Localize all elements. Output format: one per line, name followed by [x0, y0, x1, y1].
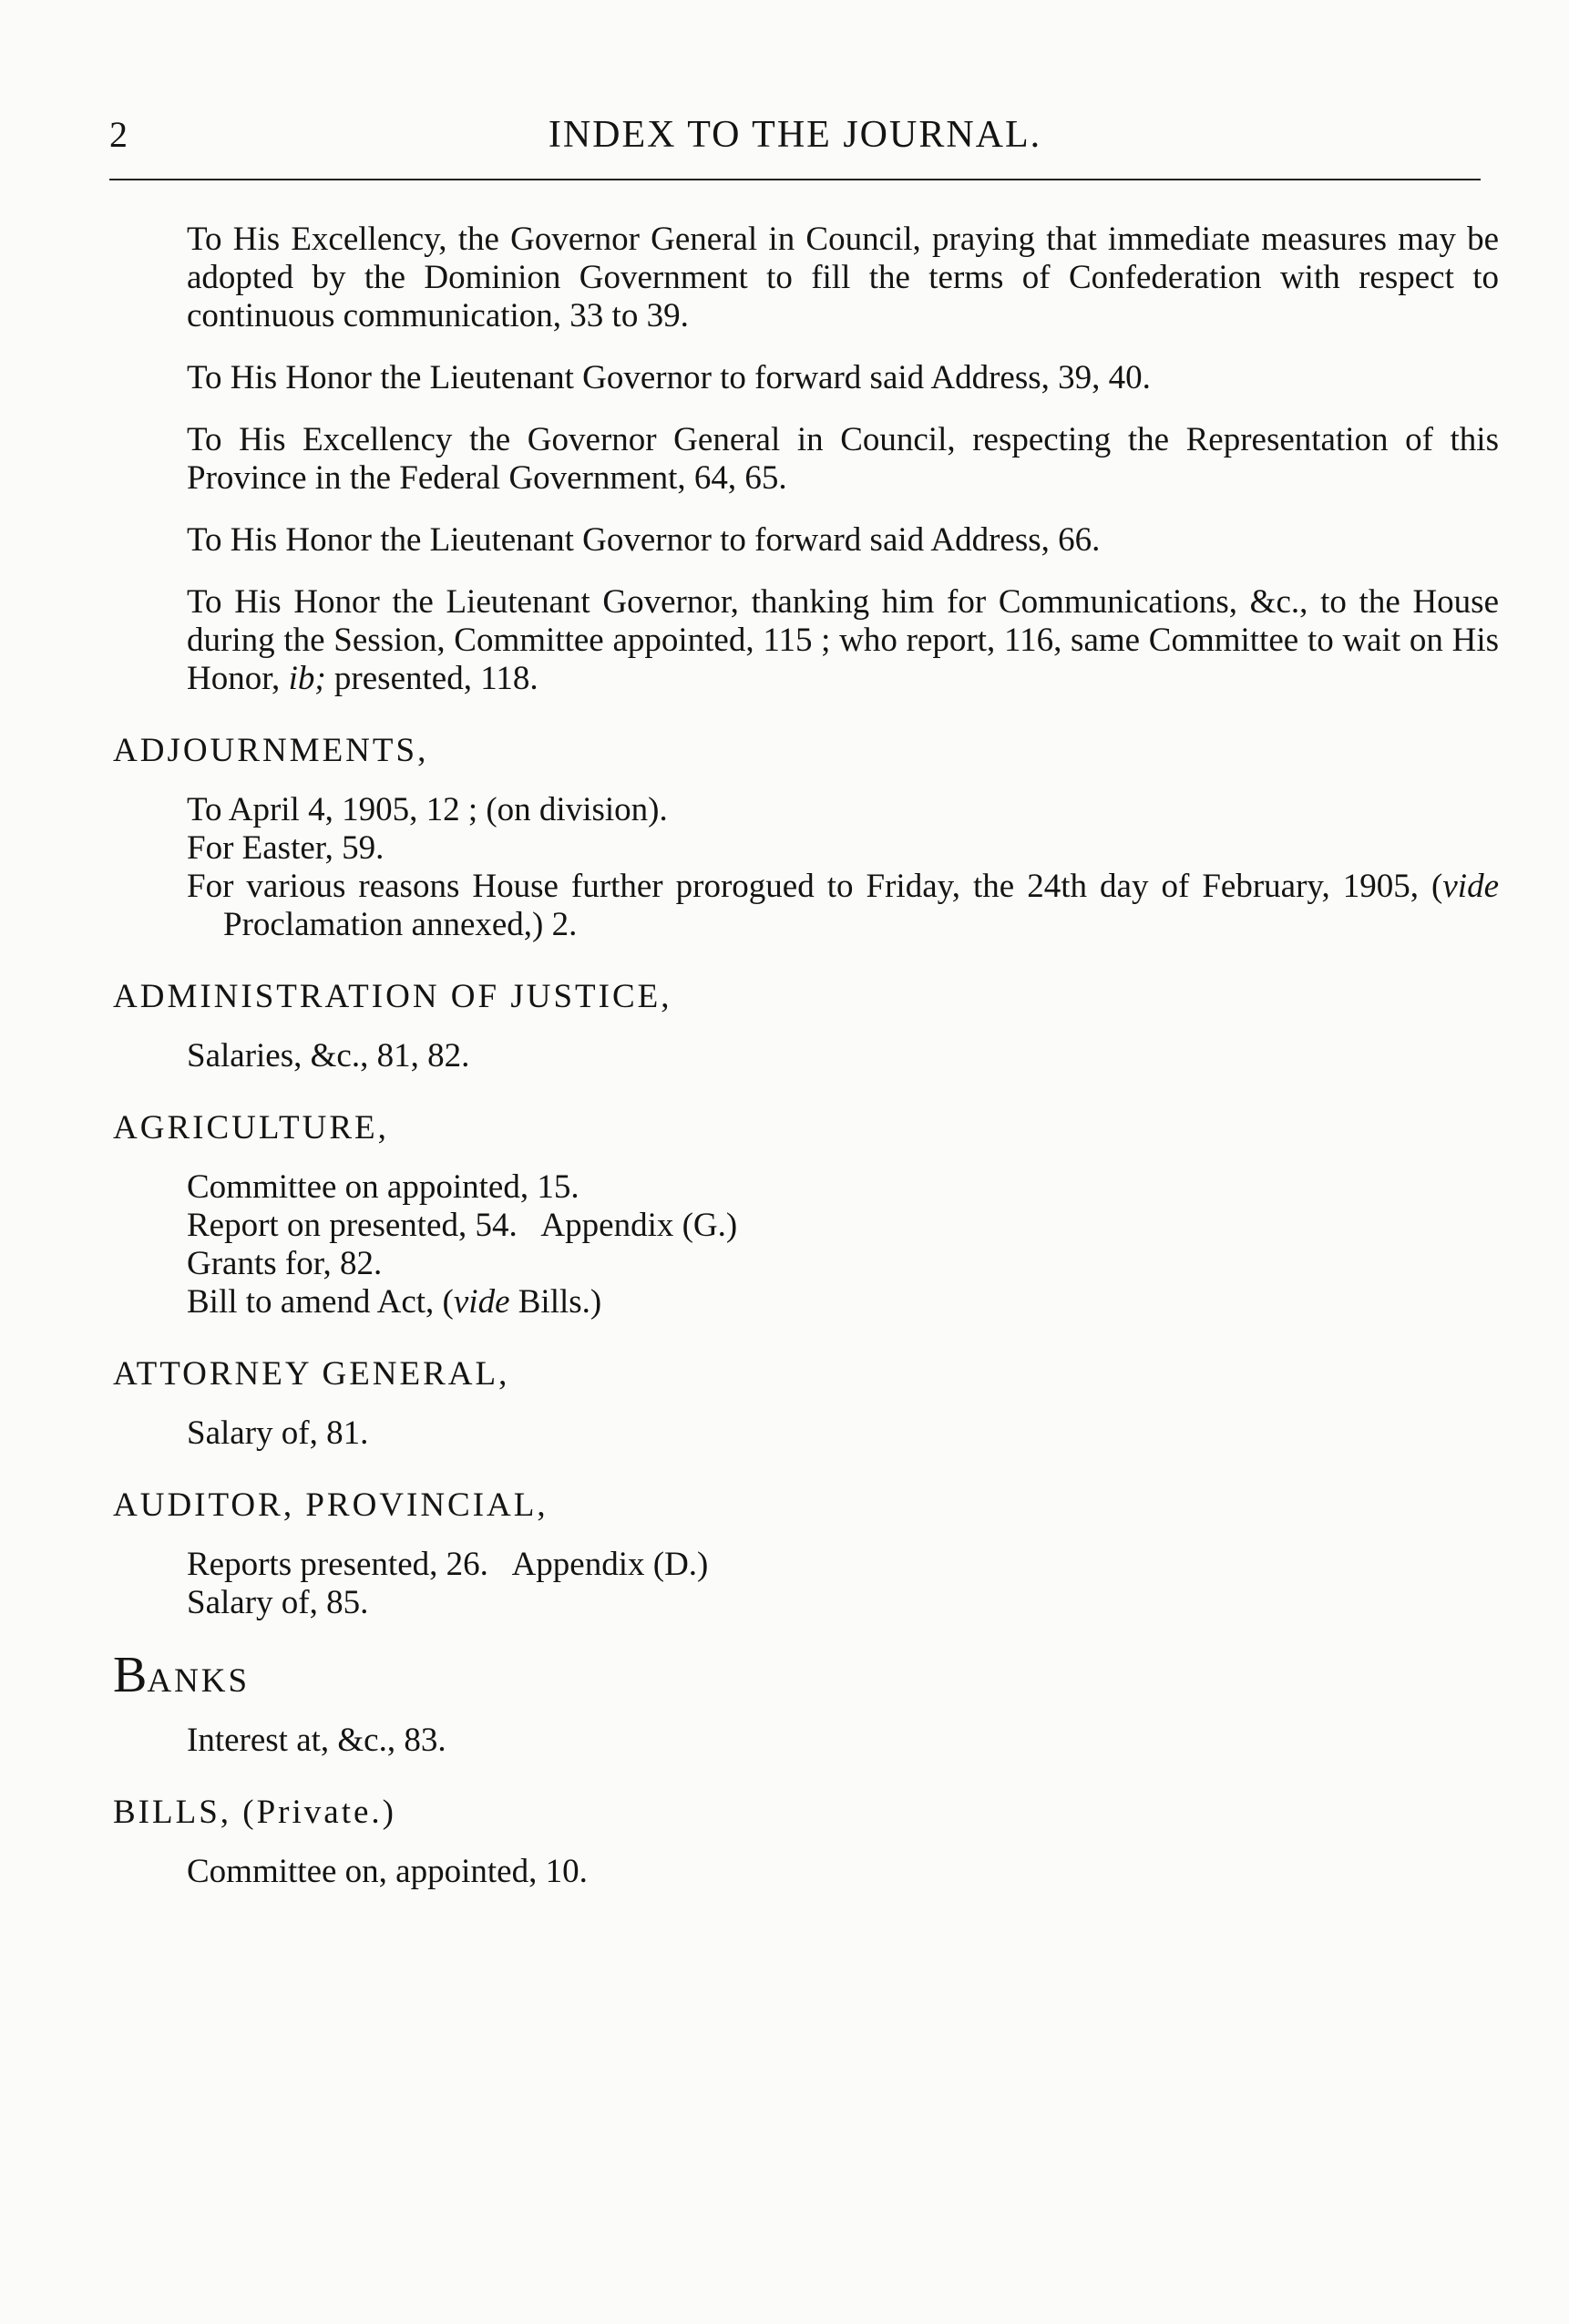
- entry-text: Bills.): [509, 1283, 602, 1321]
- entry-text: Proclamation annexed,) 2.: [223, 906, 578, 943]
- section-auditor-provincial: [109, 1486, 1503, 1622]
- entry-text: For various reasons House further prorogued to Friday, the 24th day of February, 1905, (: [187, 868, 1443, 905]
- sub-entry: Grants for, 82.: [187, 1245, 383, 1282]
- entry-text: presented, 118.: [325, 660, 538, 697]
- entry-italic-text: vide: [1442, 868, 1499, 905]
- section-heading: ADMINISTRATION OF JUSTICE,: [113, 978, 672, 1015]
- section-heading: ATTORNEY GENERAL,: [113, 1355, 510, 1393]
- section-heading: AGRICULTURE,: [113, 1109, 389, 1147]
- sub-entry: [187, 868, 1499, 944]
- sub-entry: Salary of, 85.: [187, 1584, 369, 1621]
- sub-entry: Salary of, 81.: [187, 1414, 369, 1452]
- heading-initial: B: [113, 1647, 148, 1703]
- sub-entry: [187, 1283, 1499, 1321]
- section-attorney-general: [109, 1354, 1503, 1453]
- sub-entry: Committee on appointed, 15.: [187, 1168, 579, 1206]
- sub-entry: Salaries, &c., 81, 82.: [187, 1037, 470, 1075]
- entry-italic-text: vide: [453, 1283, 510, 1321]
- section-adjournments: [109, 731, 1503, 944]
- index-content: [109, 221, 1503, 1891]
- sub-entry: For Easter, 59.: [187, 829, 385, 867]
- sub-entry: Report on presented, 54. Appendix (G.): [187, 1207, 738, 1244]
- running-title: INDEX TO THE JOURNAL.: [548, 114, 1042, 156]
- section-bills-private: [109, 1793, 1503, 1891]
- sub-entry: Reports presented, 26. Appendix (D.): [187, 1546, 709, 1583]
- sub-entry: Committee on, appointed, 10.: [187, 1853, 588, 1890]
- page-header: [109, 108, 1481, 162]
- section-administration-of-justice: [109, 977, 1503, 1075]
- sub-entry: To April 4, 1905, 12 ; (on division).: [187, 791, 668, 828]
- entry-text: Bill to amend Act, (: [187, 1283, 454, 1321]
- index-entry: To His Honor the Lieutenant Governor to forward said Address, 39, 40.: [187, 359, 1151, 396]
- section-banks: [109, 1647, 1503, 1760]
- section-heading: AUDITOR, PROVINCIAL,: [113, 1486, 549, 1524]
- heading-rest: ANKS: [147, 1662, 251, 1700]
- entry-italic-text: ib;: [288, 660, 326, 697]
- index-entry: To His Excellency the Governor General in Council, respecting the Representation of this Province in the Federal Government, 64, 65.: [187, 421, 1499, 497]
- page-number: 2: [109, 114, 128, 155]
- section-heading: BILLS, (Private.): [113, 1794, 396, 1831]
- section-heading: [113, 1647, 1503, 1703]
- index-entry: To His Excellency, the Governor General in Council, praying that immediate measures may be adopted by the Dominion Government to fill the terms of Confederation with respect to continuous communication, 33 to 39.: [187, 221, 1499, 334]
- index-entry: [187, 583, 1499, 698]
- sub-entry: Interest at, &c., 83.: [187, 1722, 446, 1759]
- section-heading: ADJOURNMENTS,: [113, 732, 429, 769]
- entry-text: To His Honor the Lieutenant Governor, thanking him for Communications, &c., to the House during the Session, Committee appointed, 115 ; who report, 116, same Committee to wait on His Honor,: [187, 583, 1499, 697]
- index-entry: To His Honor the Lieutenant Governor to forward said Address, 66.: [187, 521, 1101, 559]
- header-rule: [109, 179, 1481, 180]
- section-agriculture: [109, 1108, 1503, 1321]
